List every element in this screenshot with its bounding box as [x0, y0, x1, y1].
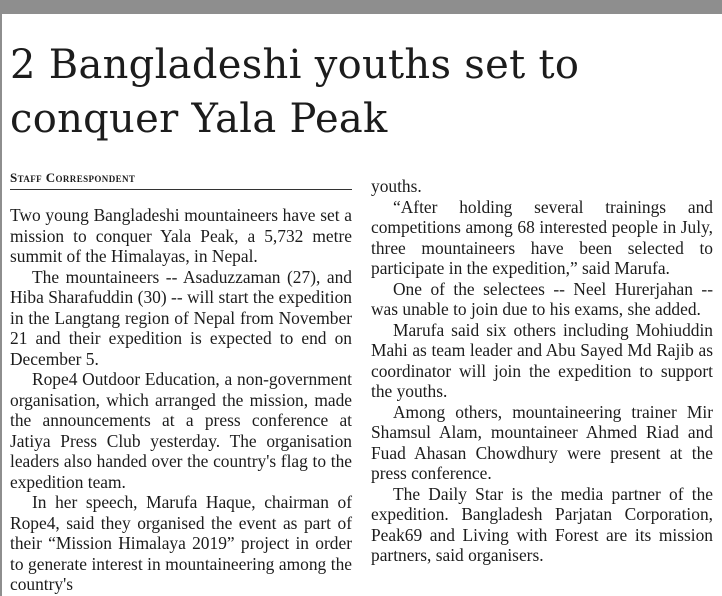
left-border [0, 14, 2, 596]
paragraph: The Daily Star is the media partner of the expedition. Bangladesh Parjatan Corporation, Peak69 and Living with Forest are its mission partners, said organisers. [371, 483, 713, 565]
byline: Staff Correspondent [10, 170, 352, 190]
left-column [10, 205, 352, 595]
paragraph: Rope4 Outdoor Education, a non-government organisation, which arranged the mission, made the announcements at a press conference at Jatiya Press Club yesterday. The organisation leaders also handed over the country's flag to the expedition team. [10, 369, 352, 492]
paragraph: Among others, mountaineering trainer Mir Shamsul Alam, mountaineer Ahmed Riad and Fuad Ahasan Chowdhury were present at the press conference. [371, 401, 713, 483]
paragraph: One of the selectees -- Neel Hurerjahan -- was unable to join due to his exams, she added. [371, 278, 713, 319]
paragraph: Two young Bangladeshi mountaineers have set a mission to conquer Yala Peak, a 5,732 metre summit of the Himalayas, in Nepal. [10, 205, 352, 266]
paragraph: Marufa said six others including Mohiuddin Mahi as team leader and Abu Sayed Md Rajib as coordinator will join the expedition to support the youths. [371, 319, 713, 401]
right-column [371, 176, 713, 566]
paragraph: youths. [371, 176, 422, 196]
paragraph: In her speech, Marufa Haque, chairman of Rope4, said they organised the event as part of their “Mission Himalaya 2019” project in order to generate interest in mountaineering among the country's [10, 492, 352, 594]
paragraph: “After holding several trainings and competitions among 68 interested people in July, three mountaineers have been selected to participate in the expedition,” said Marufa. [371, 196, 713, 278]
top-border [0, 0, 722, 14]
paragraph: The mountaineers -- Asaduzzaman (27), and Hiba Sharafuddin (30) -- will start the expedition in the Langtang region of Nepal from November 21 and their expedition is expected to end on December 5. [10, 266, 352, 369]
headline: 2 Bangladeshi youths set to conquer Yala Peak [10, 42, 580, 142]
